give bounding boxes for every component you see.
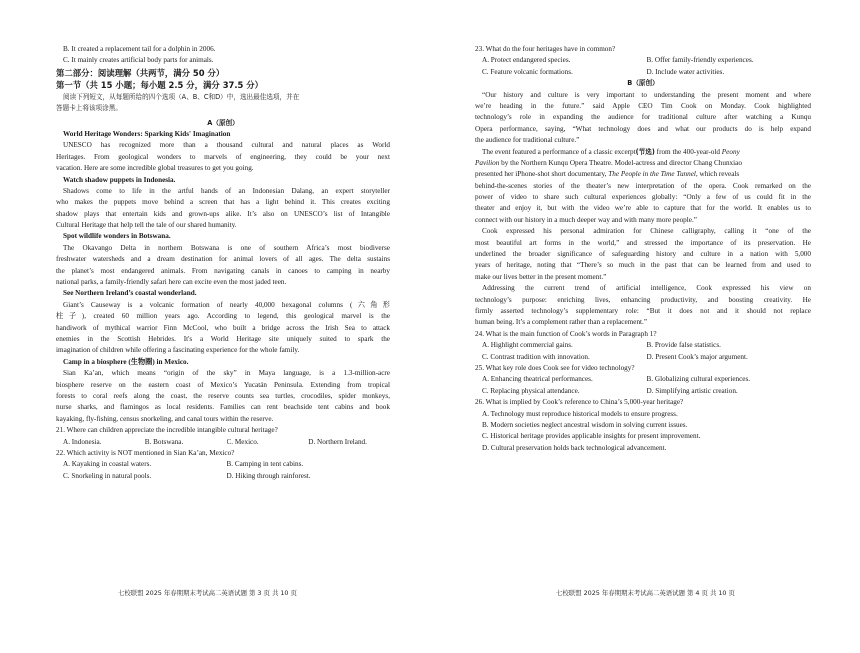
title-peony: Peony: [721, 147, 740, 156]
paragraph-line: human being. It’s a complement rather than a replacement.”: [475, 318, 648, 327]
option-d[interactable]: D. Present Cook’s major argument.: [646, 352, 748, 361]
option-b[interactable]: B. Offer family-friendly experiences.: [646, 56, 754, 65]
paragraph-line: Opera performance, saying, “What technology does and what our products do is help expand: [475, 124, 811, 133]
paragraph-line: [475, 169, 811, 180]
right-footer: 七校联盟 2025 年春期期末考试高二英语试题 第 4 页 共 10 页: [556, 589, 735, 597]
question-22: 22. Which activity is NOT mentioned in Sian Ka’an, Mexico?: [56, 448, 235, 457]
paragraph-line: freshwater watersheds and a dream destination for animal lovers of all ages. The delta sustains: [56, 255, 390, 264]
paragraph-line: behind-the-scenes stories of the theater’s new interpretation of the opera. Cook remarked on the: [475, 181, 811, 190]
right-page: [475, 0, 811, 653]
option-a[interactable]: A. Protect endangered species.: [482, 56, 571, 65]
question-25-options: [475, 374, 811, 385]
section1-heading: 第一节（共 15 小题；每小题 2.5 分，满分 37.5 分）: [56, 80, 264, 91]
paragraph-line: underlined the broader significance of safeguarding history and culture in a nation with 5,000: [475, 250, 811, 259]
passage-b-label: B（原创）: [627, 79, 659, 88]
option-b[interactable]: B. Provide false statistics.: [646, 341, 721, 350]
paragraph-line: years of heritage, noting that “There’s so much in the past that can be learned from and used to: [475, 261, 811, 270]
text-span: from the 400-year-old: [654, 147, 722, 156]
heritage-heading-mexico: Camp in a biosphere (生物圈) in Mexico.: [63, 357, 189, 366]
title-pavilion: Pavilion: [475, 158, 500, 167]
question-25: 25. What key role does Cook see for video technology?: [475, 363, 635, 372]
q20-option-b: B. It created a replacement tail for a dolphin in 2006.: [63, 45, 216, 53]
paragraph-line: Giant’s Causeway is a volcanic formation of nearly 40,000 hexagonal columns (六角形: [63, 300, 390, 309]
text-span: The event featured a performance of a classic excerpt: [482, 147, 636, 156]
question-24: 24. What is the main function of Cook’s words in Paragraph 1?: [475, 329, 657, 338]
paragraph-line: forests to coral reefs along the coast, the reserve counts sea turtles, crocodiles, spider monkeys,: [56, 391, 390, 400]
paragraph-line: firmly asserted technology’s supplementary role: “But it does not and it should not replace: [475, 306, 811, 315]
question-24-options: [475, 352, 811, 363]
option-c[interactable]: C. Snorkeling in natural pools.: [63, 471, 152, 480]
text-span: presented her iPhone-shot short documentary,: [475, 170, 609, 179]
paragraph-line: Cultural Heritage that help tell the tale of our shared humanity.: [56, 221, 237, 230]
paragraph-line: the audience for traditional culture.”: [475, 136, 580, 145]
heritage-heading-indonesia: Watch shadow puppets in Indonesia.: [63, 175, 176, 184]
paragraph-line: national parks, a family-friendly safari here can excite even the most jaded teen.: [56, 278, 287, 287]
question-25-options: [475, 386, 811, 397]
paragraph-line: [475, 158, 811, 169]
question-23-options: [475, 55, 811, 66]
paragraph-line: kayaking, fly-fishing, census snorkeling, and canal tours within the reserve.: [56, 414, 274, 423]
option-c[interactable]: C. Historical heritage provides applicable insights for present improvement.: [482, 432, 701, 441]
paragraph-line: [475, 147, 811, 158]
instructions-line: 答题卡上将该项涂黑。: [56, 104, 122, 113]
instructions-line: 阅读下列短文，从每题所给的四个选项（A、B、C和D）中，选出最佳选项，并在: [63, 92, 300, 101]
paragraph-line: power of video to share such cultural experiences globally: “Only a few of us could fit in the: [475, 193, 811, 202]
option-d[interactable]: D. Include water activities.: [646, 67, 725, 76]
paragraph-line: the planet’s most endangered animals. From navigating canals in canoes to camping in nearby: [56, 266, 390, 275]
option-b[interactable]: B. Botswana.: [144, 437, 184, 446]
question-23: 23. What do the four heritages have in common?: [475, 45, 616, 53]
option-a[interactable]: A. Kayaking in coastal waters.: [63, 460, 152, 469]
paragraph-line: Addressing the current trend of artificial intelligence, Cook expressed his view on: [482, 284, 811, 293]
question-22-options: [56, 459, 390, 470]
documentary-title: The People in the Time Tunnel: [608, 170, 696, 179]
paragraph-line: “Our history and culture is very important to understanding the present moment and where: [482, 90, 811, 99]
paragraph-line: imagination of children while offering a fascinating experience for the whole family.: [56, 346, 300, 355]
intro-line: UNESCO has recognized more than a thousand cultural and natural places as World: [63, 141, 390, 150]
paragraph-line: Shadows come to life in the artful hands of an Indonesian Dalang, an expert storyteller: [63, 186, 390, 195]
paragraph-line: we’re heading in the future.” said Apple CEO Tim Cook on Monday. Cook highlighted: [475, 101, 811, 110]
option-b[interactable]: B. Globalizing cultural experiences.: [646, 375, 751, 384]
left-footer: 七校联盟 2025 年春期期末考试高二英语试题 第 3 页 共 10 页: [118, 589, 297, 597]
paragraph-line: shadow plays that entertain kids and grown-ups alike. It’s also on UNESCO’s list of Intangible: [56, 209, 390, 218]
question-24-options: [475, 340, 811, 351]
paragraph-line: Cook expressed his personal admiration for Chinese calligraphy, calling it “one of the: [482, 227, 811, 236]
paragraph-line: 柱子), created 60 million years ago. According to legend, this geological marvel is the: [56, 312, 390, 321]
gloss-excerpt: (节选): [635, 147, 655, 156]
paragraph-line: Sian Ka’an, which means “origin of the sky” in Maya language, is a 1.3-million-acre: [63, 369, 390, 378]
question-22-options: [56, 471, 390, 482]
text-span: by the Northern Kunqu Opera Theatre. Model-actress and director Chang Chunxiao: [499, 158, 742, 167]
heritage-heading-northern-ireland: See Northern Ireland’s coastal wonderland.: [63, 289, 197, 298]
option-a[interactable]: A. Highlight commercial gains.: [482, 341, 573, 350]
paragraph-line: biosphere reserve on the eastern coast of Mexico’s Yucatán Peninsula. Extending from tropical: [56, 380, 390, 389]
text-span: , which reveals: [695, 170, 740, 179]
intro-line: Heritages. From geological wonders to marvels of engineering, they could be your next: [56, 152, 390, 161]
option-b[interactable]: B. Camping in tent cabins.: [226, 460, 304, 469]
option-d[interactable]: D. Simplifying artistic creation.: [646, 386, 738, 395]
paragraph-line: The Okavango Delta in northern Botswana is one of southern Africa’s most biodiverse: [63, 243, 390, 252]
paragraph-line: enemies in the Scottish Hebrides. It's a World Heritage site uniquely suited to spark the: [56, 334, 390, 343]
option-a[interactable]: A. Technology must reproduce historical models to ensure progress.: [482, 409, 678, 418]
passage-a-title: World Heritage Wonders: Sparking Kids' Imagination: [63, 129, 231, 138]
paragraph-line: technology’s role in expanding the audience for traditional culture after watching a Kunqu: [475, 113, 811, 122]
paragraph-line: who makes the puppets move behind a screen that has a light behind it. This creates exciting: [56, 198, 390, 207]
option-a[interactable]: A. Enhancing theatrical performances.: [482, 375, 593, 384]
passage-a-label: A（原创）: [207, 118, 239, 127]
left-page: [56, 0, 390, 653]
paragraph-line: make our lives better in the present moment.”: [475, 272, 607, 281]
heritage-heading-botswana: Spot wildlife wonders in Botswana.: [63, 232, 171, 241]
option-d[interactable]: D. Hiking through rainforest.: [226, 471, 311, 480]
option-c[interactable]: C. Feature volcanic formations.: [482, 67, 573, 76]
question-21-options: [56, 437, 390, 448]
part2-heading: 第二部分：阅读理解（共两节，满分 50 分）: [56, 67, 225, 78]
paragraph-line: theater and enjoy it, but with the video we’re able to capture that for the world. It enables us to: [475, 204, 811, 213]
paragraph-line: technology’s purpose: enriching lives, enhancing productivity, and boosting creativity. He: [475, 295, 811, 304]
question-26: 26. What is implied by Cook’s reference to China’s 5,000-year heritage?: [475, 398, 684, 407]
option-d[interactable]: D. Northern Ireland.: [308, 437, 367, 446]
option-c[interactable]: C. Replacing physical attendance.: [482, 386, 580, 395]
option-d[interactable]: D. Cultural preservation holds back technological advancement.: [482, 443, 667, 452]
option-b[interactable]: B. Modern societies neglect ancestral wisdom in solving current issues.: [482, 420, 688, 429]
option-a[interactable]: A. Indonesia.: [63, 437, 102, 446]
option-c[interactable]: C. Mexico.: [226, 437, 259, 446]
paragraph-line: nurse sharks, and flamingos as local residents. Families can rent beachside tent cabins and book: [56, 403, 390, 412]
paragraph-line: most beautiful art forms in the world,” and stressed the importance of its preservation. He: [475, 238, 811, 247]
question-21: 21. Where can children appreciate the incredible intangible cultural heritage?: [56, 426, 278, 435]
paragraph-line: handiwork of mythical warrior Finn McCool, who built a bridge across the Irish Sea to attack: [56, 323, 390, 332]
question-23-options: [475, 67, 811, 78]
q20-option-c: C. It mainly creates artificial body parts for animals.: [63, 56, 214, 65]
intro-line: vacation. Here are some incredible global treasures to get you going.: [56, 164, 254, 173]
option-c[interactable]: C. Contrast tradition with innovation.: [482, 352, 590, 361]
paragraph-line: connect with our history in a much deeper way and with many more people.”: [475, 215, 697, 224]
